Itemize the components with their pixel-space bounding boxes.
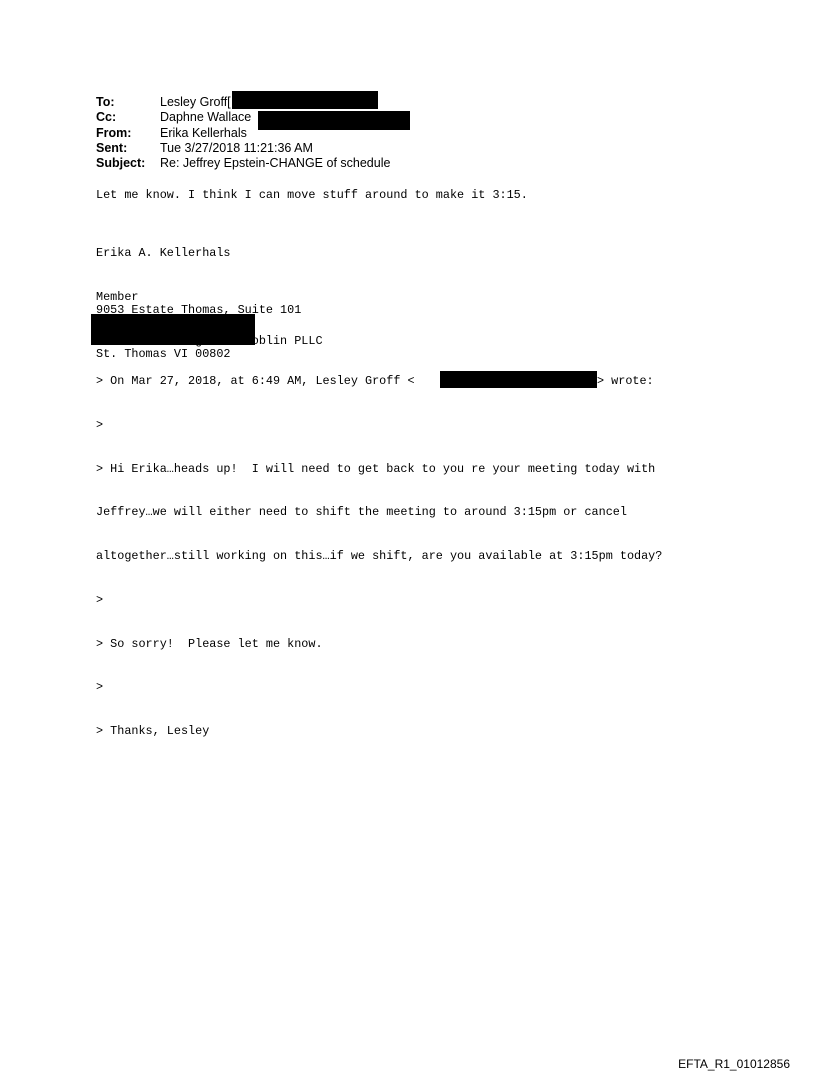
redaction-to-email: [232, 91, 378, 109]
quoted-intro-after: > wrote:: [597, 374, 654, 388]
cc-value: Daphne Wallace: [160, 110, 252, 125]
subject-value: Re: Jeffrey Epstein-CHANGE of schedule: [160, 156, 391, 171]
quoted-line: Jeffrey…we will either need to shift the meeting to around 3:15pm or cancel: [96, 505, 627, 520]
quoted-line: >: [96, 417, 104, 432]
address-line-2: St. Thomas VI 00802: [96, 346, 231, 361]
message-body: Let me know. I think I can move stuff around to make it 3:15.: [96, 188, 528, 202]
sent-value: Tue 3/27/2018 11:21:36 AM: [160, 140, 313, 155]
to-label: To:: [96, 95, 115, 109]
document-id: EFTA_R1_01012856: [678, 1057, 790, 1071]
signature-firm: Kellerhals Ferguson Kroblin PLLC: [96, 333, 323, 348]
to-value: Lesley Groff[: [160, 95, 231, 109]
address-line-1: 9053 Estate Thomas, Suite 101: [96, 303, 302, 318]
redaction-quoted-email: [440, 371, 597, 388]
redaction-cc-email: [258, 111, 410, 130]
from-value: Erika Kellerhals: [160, 125, 247, 140]
quoted-line: > Thanks, Lesley: [96, 724, 210, 739]
quoted-line: > Hi Erika…heads up! I will need to get back to you re your meeting today with: [96, 461, 656, 476]
sent-label: Sent:: [96, 140, 128, 155]
quoted-line: altogether…still working on this…if we shift, are you available at 3:15pm today?: [96, 549, 663, 564]
signature-title: Member: [96, 289, 139, 304]
signature-address: [96, 274, 301, 376]
from-label: From:: [96, 125, 132, 140]
cc-label: Cc:: [96, 110, 117, 125]
quoted-line: >: [96, 592, 104, 607]
quoted-message: [96, 389, 662, 754]
subject-label: Subject:: [96, 156, 146, 171]
quoted-line: >: [96, 680, 104, 695]
quoted-line: > So sorry! Please let me know.: [96, 636, 323, 651]
signature-name: Erika A. Kellerhals: [96, 246, 231, 261]
quoted-intro-before: > On Mar 27, 2018, at 6:49 AM, Lesley Groff <: [96, 374, 415, 388]
